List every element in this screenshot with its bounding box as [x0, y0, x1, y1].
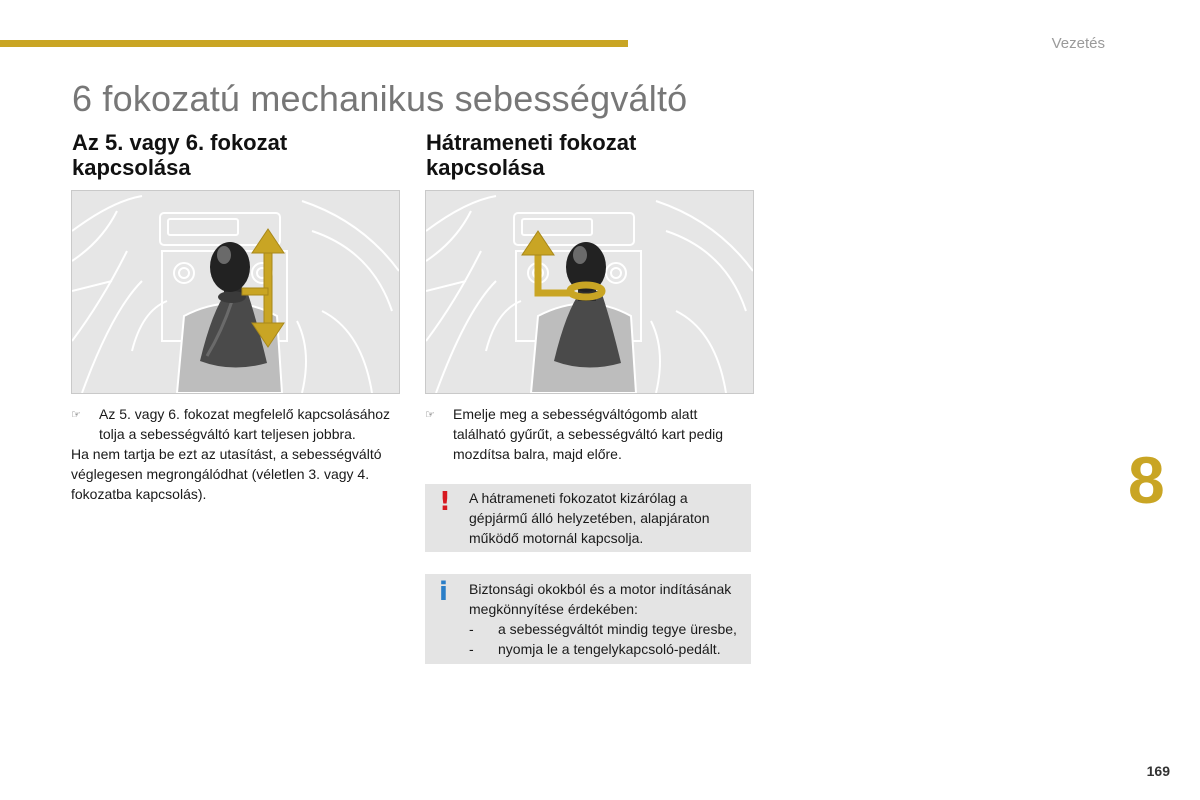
left-column — [71, 130, 399, 504]
dash-marker: - — [469, 621, 474, 637]
right-heading-line2: kapcsolása — [426, 155, 545, 180]
info-list-item-text: a sebességváltót mindig tegye üresbe, — [498, 621, 737, 637]
left-instruction — [71, 404, 399, 444]
page-title: 6 fokozatú mechanikus sebességváltó — [72, 78, 688, 119]
left-heading — [72, 130, 399, 180]
pointing-hand-icon: ☞ — [71, 409, 81, 421]
section-label: Vezetés — [1051, 35, 1105, 52]
info-list-item — [469, 639, 743, 659]
right-heading — [426, 130, 753, 180]
left-heading-line1: Az 5. vagy 6. fokozat — [72, 130, 288, 155]
warning-note — [425, 484, 751, 552]
left-warning-paragraph: Ha nem tartja be ezt az utasítást, a sebességváltó véglegesen megrongálódhat (véletlen 3. vagy 4. fokozatba kapcsolás). — [71, 446, 382, 502]
right-instruction — [425, 404, 753, 464]
left-heading-line2: kapcsolása — [72, 155, 191, 180]
pointing-hand-icon: ☞ — [425, 409, 435, 421]
gear-shift-figure-reverse — [425, 190, 754, 394]
header-accent-bar — [0, 40, 628, 47]
info-icon: i — [439, 577, 448, 607]
right-heading-line1: Hátrameneti fokozat — [426, 130, 637, 155]
warning-text: A hátrameneti fokozatot kizárólag a gépjármű álló helyzetében, alapjáraton működő motornál kapcsolja. — [469, 490, 710, 546]
exclamation-icon: ! — [439, 487, 451, 517]
page-number: 169 — [1146, 763, 1170, 779]
info-list-item-text: nyomja le a tengelykapcsoló-pedált. — [498, 641, 721, 657]
left-instruction-text: Az 5. vagy 6. fokozat megfelelő kapcsolásához tolja a sebességváltó kart teljesen jobbra. — [99, 406, 391, 442]
info-note — [425, 574, 751, 664]
info-text: Biztonsági okokból és a motor indításának megkönnyítése érdekében: — [469, 581, 732, 617]
right-column — [425, 130, 753, 664]
dash-marker: - — [469, 641, 474, 657]
chapter-number: 8 — [1128, 443, 1165, 517]
info-list-item — [469, 619, 743, 639]
right-instruction-text: Emelje meg a sebességváltógomb alatt található gyűrűt, a sebességváltó kart pedig mozdítsa balra, majd előre. — [453, 406, 724, 462]
gear-shift-figure-5-6 — [71, 190, 400, 394]
